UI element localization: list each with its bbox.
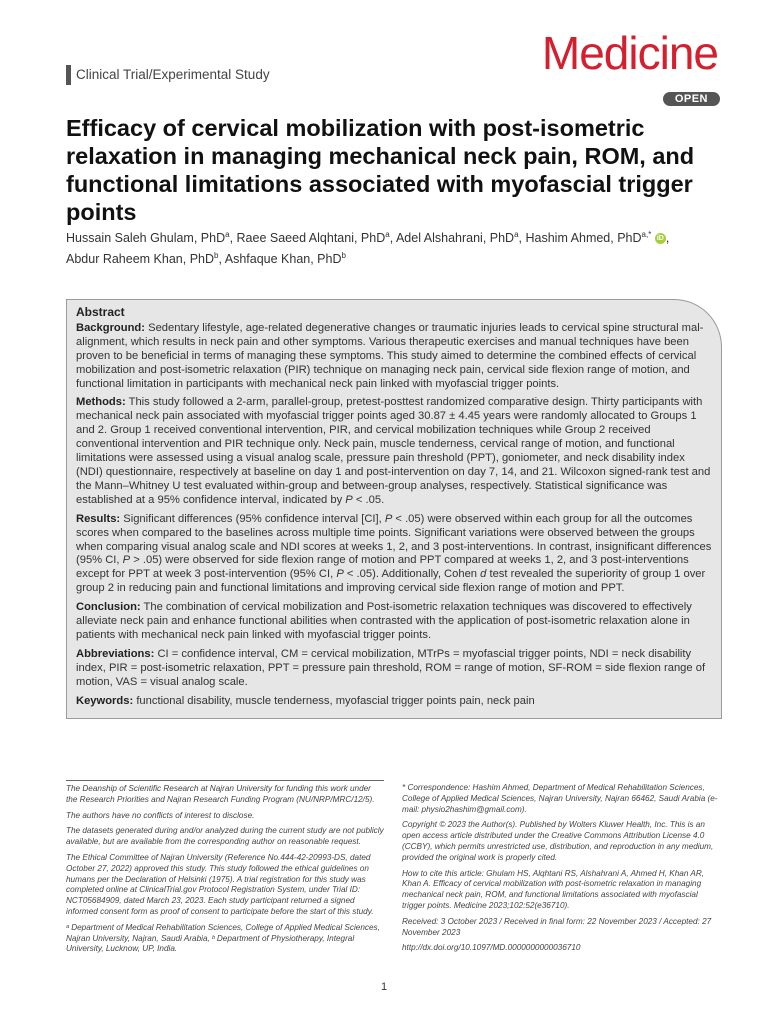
cohen-d-symbol: d bbox=[480, 568, 487, 581]
affiliation-marker: a bbox=[514, 230, 519, 239]
background-text: Sedentary lifestyle, age-related degenerative changes or traumatic injuries leads to cervical spine structural mal-alignment, which results in neck pain and other symptoms. Various therapeutic exercises and manual techniques have been proven to be beneficial in terms of managing these symptoms. This study aimed to determine the combined effects of cervical mobilization and post-isometric relaxation (PIR) technique on managing neck pain, cervical side flexion range of motion, and functional limitation in participants with mechanical neck pain linked with myofascial trigger points. bbox=[76, 321, 704, 390]
results-text: Significant differences (95% confidence interval [CI], bbox=[123, 512, 385, 525]
conclusion-label: Conclusion: bbox=[76, 601, 141, 614]
doi-link[interactable]: http://dx.doi.org/10.1097/MD.0000000000036710 bbox=[402, 943, 581, 953]
abstract-abbreviations bbox=[76, 648, 712, 690]
p-value-symbol: P bbox=[336, 568, 344, 581]
abbreviations-label: Abbreviations: bbox=[76, 647, 155, 660]
affiliation-marker: b bbox=[341, 251, 346, 261]
abstract-box bbox=[66, 299, 722, 719]
abstract-background bbox=[76, 322, 712, 392]
author-name: Raee Saeed Alqhtani, PhD bbox=[236, 231, 386, 246]
results-text: < .05). Additionally, Cohen bbox=[343, 568, 481, 581]
copyright-note: Copyright © 2023 the Author(s). Published by Wolters Kluwer Health, Inc. This is an open access article distributed under the Creative Commons Attribution License 4.0 (CCBY), which permits unrestricted use, distribution, and reproduction in any medium, provided the original work is properly cited. bbox=[402, 820, 714, 862]
conflict-note: The authors have no conflicts of interest to disclose. bbox=[66, 810, 255, 820]
article-title: Efficacy of cervical mobilization with post-isometric relaxation in managing mechanical neck pain, ROM, and functional limitations associated with myofascial trigger points bbox=[66, 115, 695, 225]
author-list: Hussain Saleh Ghulam, PhD$^a$, Raee Saeed Alqhtani, PhD$^a$, Adel Alshahrani, PhD$^a$, Hashim Ahmed, PhD$^{a,*}$ iD , Abdur Raheem Khan, PhD$^b$, Ashfaque Khan, PhD$^b$ bbox=[66, 230, 670, 267]
background-label: Background: bbox=[76, 321, 145, 334]
results-text: < .05) were observed within each group for all the outcomes scores when compared to the baselines across multiple time points. Significant variations were observed between the groups when comparing visual analog scale and NDI scores at weeks 1, 2, and 3 post-interventions. In contrast, insignificant differences (95% CI, bbox=[76, 512, 712, 567]
funding-note: The Deanship of Scientific Research at Najran University for funding this work under the Research Priorities and Najran Research Funding Program (NU/NRP/MRC/12/5). bbox=[66, 784, 375, 804]
affiliation-marker: a bbox=[225, 230, 230, 239]
keywords-text: functional disability, muscle tenderness, myofascial trigger points pain, neck pain bbox=[136, 694, 535, 707]
p-value-symbol: P bbox=[122, 554, 131, 567]
received-dates: Received: 3 October 2023 / Received in final form: 22 November 2023 / Accepted: 27 November 2023 bbox=[402, 916, 712, 937]
methods-label: Methods: bbox=[76, 396, 126, 409]
ethics-note: The Ethical Committee of Najran University (Reference No.444-42-20993-DS, dated October 27, 2022) approved this study. This study followed the ethical guidelines on humans per the Declaration of Helsinki (1975). A trial registration for this study was completed online at ClinicalTrial.gov Protocol Registration System, under Trial ID: NCT05684909, dated March 23, 2023. Each study participant returned a signed informed consent form as proof of consent to participate before the start of this study. bbox=[66, 852, 374, 916]
footnotes-left bbox=[66, 780, 384, 960]
abstract-heading: Abstract bbox=[76, 305, 125, 319]
affiliations-note: ᵃ Department of Medical Rehabilitation Sciences, College of Applied Medical Sciences, Najran University, Najran, Saudi Arabia, ᵇ Department of Physiotherapy, Integral University, Lucknow, UP, India. bbox=[66, 922, 380, 954]
correspondence-note: * Correspondence: Hashim Ahmed, Department of Medical Rehabilitation Sciences, College of Applied Medical Sciences, Najran University, Najran 66462, Saudi Arabia (e-mail: physio2hashim@gmail.com). bbox=[402, 783, 718, 814]
p-value-symbol: P bbox=[384, 512, 393, 525]
abstract-results bbox=[76, 513, 712, 596]
page-number: 1 bbox=[380, 981, 388, 993]
section-label: Clinical Trial/Experimental Study bbox=[66, 65, 270, 85]
author-name: Ashfaque Khan, PhD bbox=[224, 252, 342, 267]
journal-logo: Medicine bbox=[541, 27, 718, 79]
methods-text-end: < .05. bbox=[352, 493, 385, 506]
abbreviations-text: CI = confidence interval, CM = cervical mobilization, MTrPs = myofascial trigger points, NDI = neck disability index, PIR = post-isometric relaxation, PPT = pressure pain threshold, ROM = range of motion, SF-ROM = side flexion range of motion, VAS = visual analog scale. bbox=[76, 647, 706, 688]
keywords-label: Keywords: bbox=[76, 694, 134, 707]
citation-note: How to cite this article: Ghulam HS, Alqhtani RS, Alshahrani A, Ahmed H, Khan AR, Khan A. Efficacy of cervical mobilization with post-isometric relaxation in managing mechanical neck pain, ROM, and functional limitations associated with myofascial trigger points. Medicine 2023;102:52(e36710). bbox=[402, 868, 705, 910]
affiliation-marker: b bbox=[214, 251, 219, 261]
data-availability-note: The datasets generated during and/or analyzed during the current study are not publicly available, but are available from the corresponding author on reasonable request. bbox=[66, 826, 384, 847]
affiliation-marker: a bbox=[385, 230, 390, 239]
affiliation-marker: a,* bbox=[641, 230, 652, 239]
p-value-symbol: P bbox=[345, 493, 353, 506]
results-label: Results: bbox=[76, 512, 121, 525]
methods-text: This study followed a 2-arm, parallel-group, pretest-posttest randomized comparative design. Thirty participants with mechanical neck pain associated with myofascial trigger points aged 30.87 ± 4.45 years were randomly allocated to Groups 1 and 2. Group 1 received conventional intervention, PIR, and cervical mobilization techniques while Group 2 received conventional intervention and PIR technique only. Neck pain, muscle tenderness, cervical range of motion, and functional limitations were assessed using a visual analog scale, pressure pain threshold (PPT), goniometer, and neck disability index (NDI) questionnaire, respectively at baseline on day 1 and post-intervention on day 7, 14, and 21. Wilcoxon signed-rank test and the Mann–Whitney U test evaluated within-group and between-group analyses, respectively. Statistical significance was established at a 95% confidence interval, indicated by bbox=[76, 396, 711, 506]
abstract-keywords bbox=[76, 695, 712, 709]
author-name: Adel Alshahrani, PhD bbox=[395, 231, 515, 246]
abstract-methods bbox=[76, 396, 712, 507]
conclusion-text: The combination of cervical mobilization and Post-isometric relaxation techniques was discovered to effectively alleviate neck pain and enhance functional abilities when contrasted with the application of post-isometric relaxation alone in patients with mechanical neck pain linked with myofascial trigger points. bbox=[76, 601, 692, 641]
author-name: Hashim Ahmed, PhD bbox=[525, 231, 642, 246]
open-access-badge: OPEN bbox=[663, 92, 720, 106]
abstract-conclusion bbox=[76, 601, 712, 643]
results-text: > .05) were observed for side flexion range of motion and PPT compared at weeks 1, 2, and 3 post-interventions except for PPT at week 3 post-intervention (95% CI, bbox=[76, 554, 689, 581]
author-name: Abdur Raheem Khan, PhD bbox=[66, 252, 215, 267]
author-name: Hussain Saleh Ghulam, PhD bbox=[66, 231, 226, 246]
footnotes-right bbox=[402, 780, 720, 959]
results-text: test revealed the superiority of group 1 over group 2 in reducing pain and functional limitations and improving cervical side flexion range of motion and PPT. bbox=[76, 568, 706, 595]
orcid-icon[interactable]: iD bbox=[656, 235, 664, 243]
